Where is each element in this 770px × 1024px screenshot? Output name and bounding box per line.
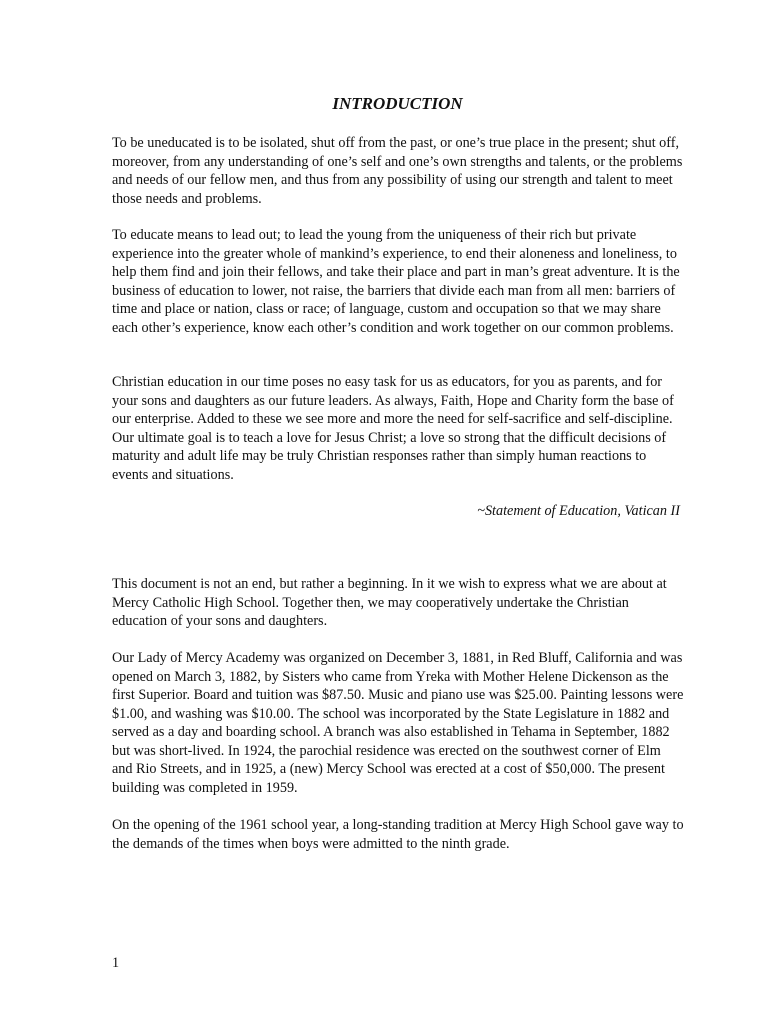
paragraph-school-history: Our Lady of Mercy Academy was organized on December 3, 1881, in Red Bluff, California and was opened on March 3, 1882, by Sisters who came from Yreka with Mother Helene Dickenson as the first Superior. Board and tuition was $87.50. Music and piano use was $25.00. Painting lessons were $1.00, and washing was $10.00. The school was incorporated by the State Legislature in 1882 and served as a day and boarding school. A branch was also established in Tehama in September, 1882 but was short-lived. In 1924, the parochial residence was erected on the southwest corner of Elm and Rio Streets, and in 1925, a (new) Mercy School was erected at a cost of $50,000. The present building was completed in 1959. [112, 650, 684, 796]
quote-attribution: ~Statement of Education, Vatican II [477, 503, 680, 519]
paragraph-to-educate: To educate means to lead out; to lead the young from the uniqueness of their rich but private experience into the greater whole of mankind’s experience, to end their aloneness and loneliness, to help them find and join their fellows, and take their place and part in man’s great adventure. It is the business of education to lower, not raise, the barriers that divide each man from all men: barriers of time and place or nation, class or race; of language, custom and occupation so that we may share each other’s experience, know each other’s condition and work together on our common problems. [112, 227, 680, 336]
page-number: 1 [112, 955, 120, 971]
page-title: INTRODUCTION [332, 94, 463, 113]
paragraph-1961-coeducation: On the opening of the 1961 school year, a long-standing tradition at Mercy High School gave way to the demands of the times when boys were admitted to the ninth grade. [112, 817, 684, 852]
paragraph-uneducated: To be uneducated is to be isolated, shut off from the past, or one’s true place in the present; shut off, moreover, from any understanding of one’s self and one’s own strengths and talents, or the problems and needs of our fellow men, and thus from any possibility of using our strength and talent to meet those needs and problems. [112, 135, 683, 207]
paragraph-christian-education: Christian education in our time poses no easy task for us as educators, for you as parents, and for your sons and daughters as our future leaders. As always, Faith, Hope and Charity form the base of our enterprise. Added to these we see more and more the need for self-sacrifice and self-discipline. Our ultimate goal is to teach a love for Jesus Christ; a love so strong that the difficult decisions of maturity and adult life may be truly Christian responses rather than simply human reactions to events and situations. [112, 374, 674, 483]
paragraph-document-purpose: This document is not an end, but rather a beginning. In it we wish to express what we are about at Mercy Catholic High School. Together then, we may cooperatively undertake the Christian education of your sons and daughters. [112, 576, 667, 629]
